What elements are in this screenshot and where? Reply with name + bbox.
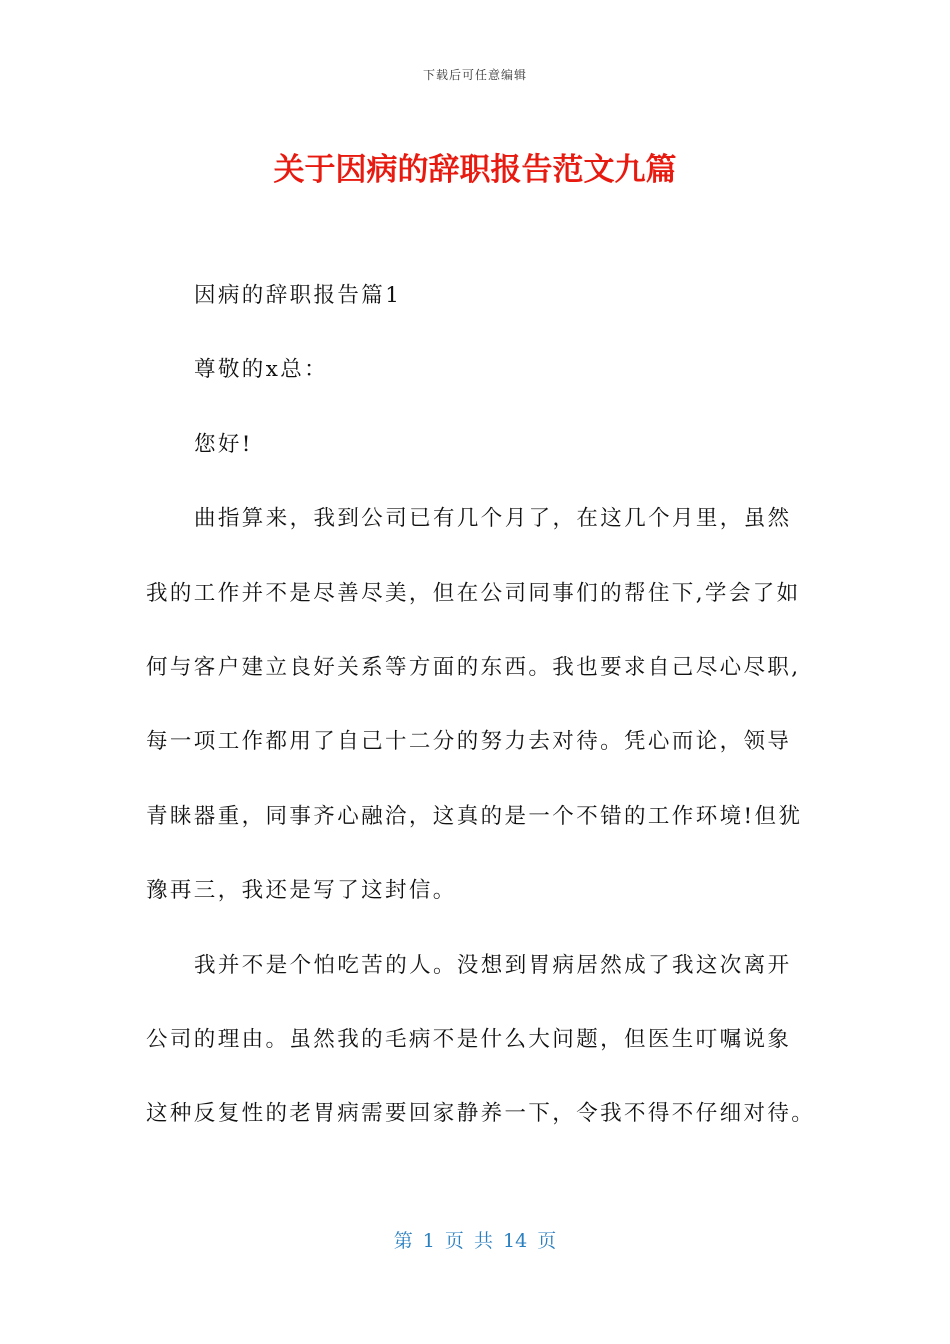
- greeting: 您好!: [194, 431, 253, 457]
- document-body: [146, 282, 816, 1175]
- document-title: 关于因病的辞职报告范文九篇: [273, 152, 677, 188]
- page-number-footer: 第 1 页 共 14 页: [393, 1230, 557, 1252]
- paragraph-2-line-2: 公司的理由。虽然我的毛病不是什么大问题，但医生叮嘱说象: [146, 1026, 792, 1052]
- paragraph-2-line-3: 这种反复性的老胃病需要回家静养一下，令我不得不仔细对待。: [146, 1101, 816, 1127]
- paragraph-1-line-4: 每一项工作都用了自己十二分的努力去对待。凭心而论，领导: [146, 729, 792, 755]
- section-heading: 因病的辞职报告篇1: [194, 283, 402, 308]
- paragraph-1-line-5: 青睐器重，同事齐心融洽，这真的是一个不错的工作环境!但犹: [146, 803, 803, 829]
- paragraph-1-line-6: 豫再三，我还是写了这封信。: [146, 878, 457, 904]
- paragraph-1-line-3: 何与客户建立良好关系等方面的东西。我也要求自己尽心尽职,: [146, 654, 801, 680]
- paragraph-1-line-2: 我的工作并不是尽善尽美，但在公司同事们的帮住下,学会了如: [146, 580, 801, 606]
- salutation: 尊敬的x总：: [194, 357, 329, 383]
- paragraph-1-line-1: 曲指算来，我到公司已有几个月了，在这几个月里，虽然: [194, 506, 792, 532]
- paragraph-2-line-1: 我并不是个怕吃苦的人。没想到胃病居然成了我这次离开: [194, 952, 792, 978]
- header-note: 下载后可任意编辑: [422, 68, 527, 82]
